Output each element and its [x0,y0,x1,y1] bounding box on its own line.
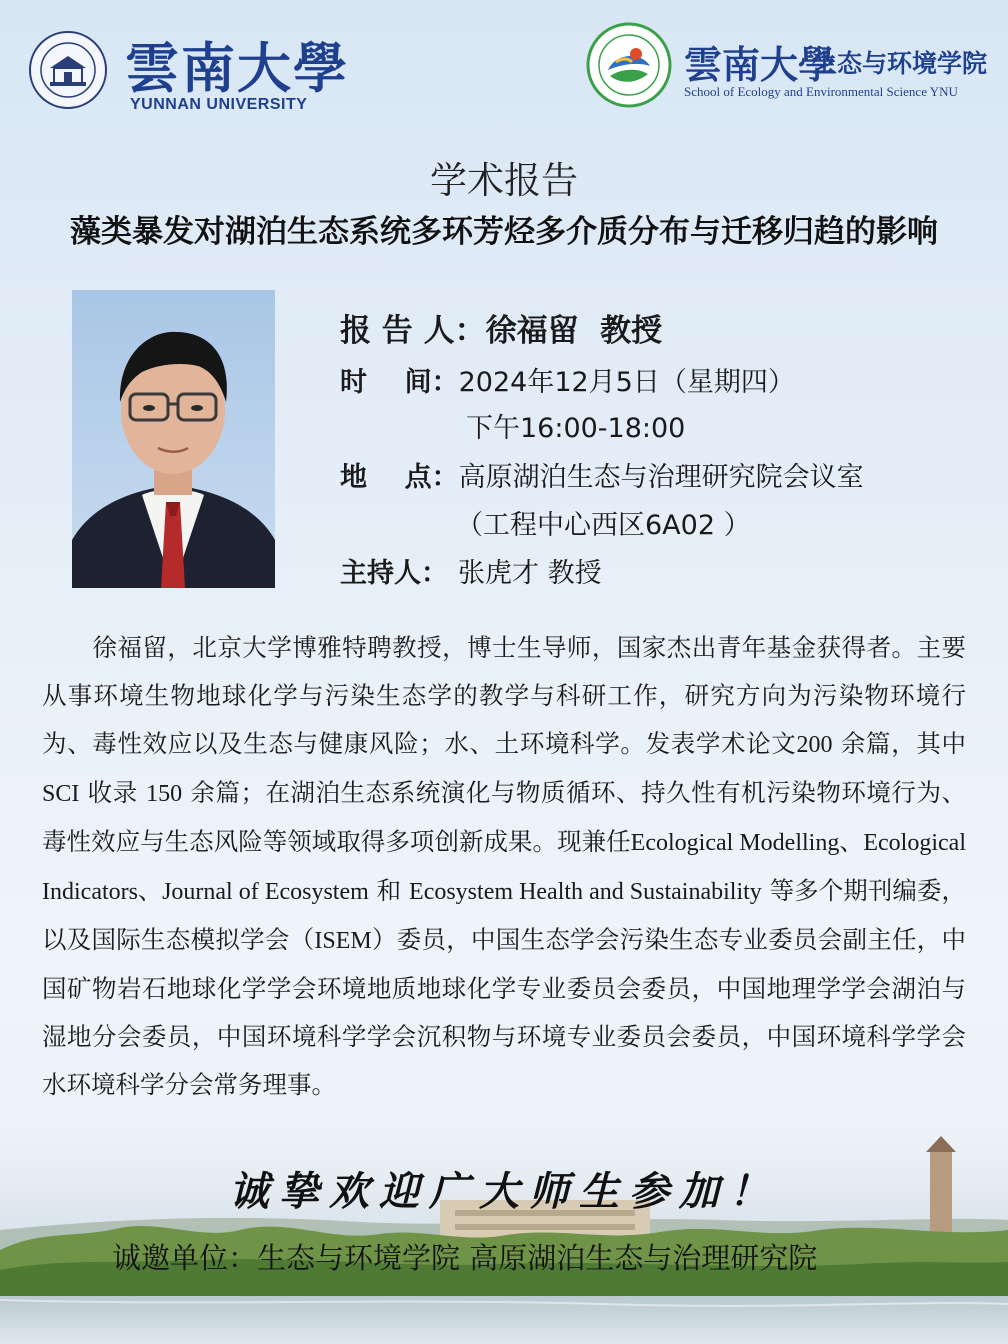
host-label: 主持人： [340,558,448,589]
speaker-label: 报 告 人： [340,313,486,349]
yunnan-university-seal-icon [28,30,108,110]
bio-text-3: 收录 [79,778,147,807]
bio-paper-count: 200 [796,732,833,758]
bio-journals-2: Ecosystem Health and Sustainability [409,879,762,905]
location-line [340,455,864,494]
bio-text-1: 徐福留，北京大学博雅特聘教授，博士生导师，国家杰出青年基金获得者。主要从事环境生物地球化学与污染生态学的教学与科研工作，研究方向为污染物环境行为、毒性效应以及生态与健康风险；水、土环境科学。发表学术论文 [42,633,966,758]
speaker-value: 徐福留 教授 [485,313,663,349]
bio-text-6: ）委员，中国生态学会污染生态专业委员会副主任，中国矿物岩石地球化学学会环境地质地球化学专业委员会委员，中国地理学学会湖泊与湿地分会委员，中国环境科学学会沉积物与环境专业委员会委员，中国环境科学学会水环境科学分会常务理事。 [42,925,967,1099]
report-heading: 学术报告 [430,159,578,202]
report-title: 藻类暴发对湖泊生态系统多环芳烃多介质分布与迁移归趋的影响 [70,214,938,250]
welcome-message: 诚挚欢迎广大师生参加！ [229,1168,779,1215]
bio-journals-1: Ecological Modelling、Ecological Indicators、Journal of Ecosystem [42,830,966,905]
speaker-photo [72,290,275,588]
bio-and: 和 [368,876,410,905]
school-university-name-cn: 雲南大學 [684,42,837,87]
yunnan-university-name-cn: 雲南大學 [125,36,349,100]
inviting-units: 诚邀单位：生态与环境学院 高原湖泊生态与治理研究院 [112,1241,818,1275]
bio-isem: ISEM [314,928,372,954]
time-value-2: 下午16:00-18:00 [466,413,686,444]
bio-sci-count: 150 [146,781,183,807]
school-name-en: School of Ecology and Environmental Science YNU [684,84,958,99]
location-value: 高原湖泊生态与治理研究院会议室 [458,462,864,493]
school-name-cn: 生态与环境学院 [812,49,988,78]
bio-text-2: 余篇，其中 [832,729,966,758]
bio-text-4: 余篇；在湖泊生态系统演化与物质循环、持久性有机污染物环境行为、毒性效应与生态风险等领域取得多项创新成果。现兼任 [42,778,966,856]
location-value-2: （工程中心西区6A02 ） [456,510,751,541]
time-line [340,360,795,399]
host-value: 张虎才 教授 [458,558,602,589]
yunnan-university-name-en: YUNNAN UNIVERSITY [130,96,308,113]
bio-text-5: 等多个期刊编委，以及国际生态模拟学会（ [42,876,966,954]
time-value: 2024年12月5日（星期四） [458,367,795,398]
location-label: 地 点： [340,462,459,493]
time-label: 时 间： [340,367,459,398]
bio-sci: SCI [42,781,80,807]
speaker-line [340,305,662,350]
host-line [340,551,602,590]
school-emblem-icon [586,22,672,108]
speaker-bio [42,624,966,1109]
